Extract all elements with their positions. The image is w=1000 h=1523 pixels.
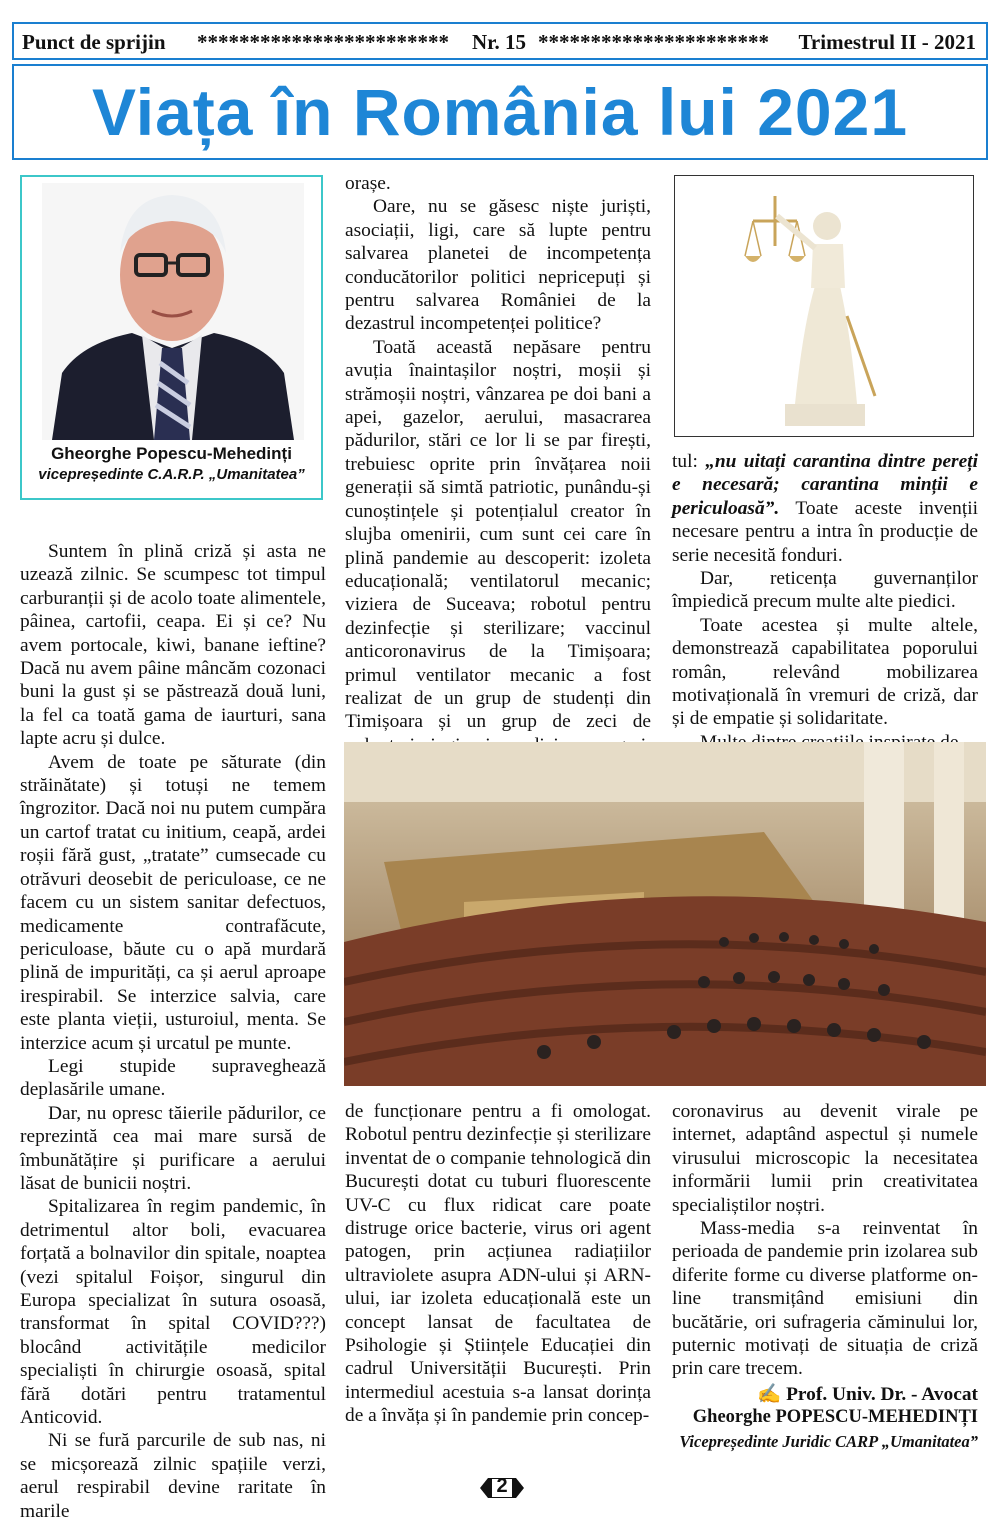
pen-icon: ✍	[757, 1383, 787, 1405]
author-portrait-frame	[20, 175, 323, 500]
signature-line-2: Gheorghe POPESCU-MEHEDINȚI	[692, 1407, 978, 1428]
signature-line-3: Vicepreședinte Juridic CARP „Umanitatea”	[679, 1431, 978, 1451]
paragraph: Oare, nu se găsesc niște juriști, asociații, ligi, care să lupte pentru salvarea planetei de incompetența conducătorilor politici nepricepuți și pentru salvarea României de la dezastrul incompetenței politice?	[345, 196, 651, 335]
header-bar	[12, 22, 988, 60]
paragraph: Dar, reticența guvernanților împiedică precum multe alte piedici.	[672, 568, 978, 613]
column-3-bottom	[672, 1100, 978, 1453]
header-stars-right: **********************	[538, 30, 769, 54]
justice-statue-image	[674, 175, 974, 437]
author-photo	[42, 183, 304, 440]
paragraph: Spitalizarea în regim pandemic, în detrimentul altor boli, evacuarea forțată a bolnavilor din spitale, noaptea (vezi spitalul Foișor, singurul din Europa specializat în sutura osoasă, transformat în spital COVID???) blocând activitățile medicilor specialiști în chirurgie osoasă, spital fără dotări pentru tratamentul Anticovid.	[20, 1196, 326, 1429]
paragraph: Mass-media s-a reinventat în perioada de pandemie prin izolarea sub diferite forme cu diverse platforme on-line transmițând emisiuni din bucătărie, ori sufrageria căminului lor, puternic motivați de situația de criză prin care trecem.	[672, 1218, 978, 1380]
page-number-badge	[480, 1476, 524, 1500]
paragraph	[672, 450, 978, 567]
paragraph: coronavirus au devenit virale pe internet, adaptând aspectul și numele virusului microscopic la necesitatea informării lumii prin creativitatea specialiștilor noștri.	[672, 1101, 978, 1216]
column-3-top	[672, 450, 978, 754]
author-role: vicepreședinte C.A.R.P. „Umanitatea”	[38, 466, 305, 483]
quote: „nu uitați carantina dintre pereți e necesară; carantina minții e periculoasă”.	[672, 451, 978, 519]
article-title-box	[12, 64, 988, 160]
paragraph: Toată această nepăsare pentru avuția înaintașilor noștri, moșii și strămoșii noștri, vânzarea pe doi bani a apei, gazelor, aerului, masacrarea pădurilor, stări ce lor li se par firești, trebuiesc oprite prin învățarea noii generații să simtă patriotic, punându-și cunoștințele și potențialul creator în slujba omenirii, cum sunt cei care în plină pandemie au descoperit: izoleta educațională; ventilatorul mecanic; viziera de Suceava; robotul pentru dezinfecție și sterilizare; vaccinul anticoronavirus de la Timișoara; primul ventilator mecanic a fost realizat de un grup de studenți din Timișoara și un grup de zeci de	[345, 336, 651, 733]
column-1	[20, 540, 326, 1523]
parliament-photo	[344, 742, 986, 1086]
paragraph: Toate acestea și multe altele, demonstrează capabilitatea poporului român, relevând mobilizarea motivațională în vremuri de criză, dar și de empatie și solidaritate.	[672, 614, 978, 730]
paragraph: Ni se fură parcurile de sub nas, ni se micșorează zilnic spațiile verzi, aerul respirabil devine raritate în marile	[20, 1430, 326, 1522]
issue-number: Nr. 15	[472, 30, 527, 54]
signature-line-1: ✍ Prof. Univ. Dr. - Avocat	[757, 1383, 978, 1405]
page-number: 2	[496, 1475, 508, 1497]
issue-period: Trimestrul II - 2021	[798, 30, 976, 54]
column-2-top	[345, 172, 651, 781]
paragraph: Dar, nu opresc tăierile pădurilor, ce reprezintă cea mai mare sursă de îmbunătățire și purificare a aerului lăsat de bunicii noștri.	[20, 1102, 326, 1194]
text-lead: tul:	[672, 451, 706, 472]
paragraph: Suntem în plină criză și asta ne uzează zilnic. Se scumpesc tot timpul carburanții și de acolo toate alimentele, pâinea, cartofii, ceapa. Ei și ce? Nu avem portocale, kiwi, banane ieftine? Dacă nu avem pâine mâncăm cozonaci buni la gust și se păstrează două luni, la fel ca toată gama de iaurturi, sana lapte acru și dulce.	[20, 541, 326, 750]
paragraph: Legi stupide supraveghează deplasările umane.	[20, 1055, 326, 1101]
article-title: Viața în România lui 2021	[91, 75, 909, 149]
publication-name: Punct de sprijin	[22, 30, 166, 54]
author-name: Gheorghe Popescu-Mehedinți	[51, 444, 292, 463]
paragraph: de funcționare pentru a fi omologat. Robotul pentru dezinfecție și sterilizare inventat de o companie tehnologică din București dotat cu tuburi fluorescente UV-C cu flux ridicat care poate distruge orice bacterie, virus ori agent patogen, prin acțiunea radiațiilor ultraviolete asupra ADN-ului și ARN-ului, iar izoleta educațională este un concept lansat de facultatea de Psihologie și Științele Educației din cadrul Universității București. Prin intermediul acestuia s-a lansat dorința de a învăța și în pandemie prin concep-	[345, 1101, 651, 1427]
header-stars-left: ************************	[197, 30, 449, 54]
text-rest: Toate aceste invenții necesare pentru a intra în producție de serie necesită fonduri.	[672, 497, 978, 566]
column-2-bottom	[345, 1100, 651, 1428]
signature-block	[672, 1383, 978, 1453]
paragraph: Avem de toate pe săturate (din străinătate) și totuși ne temem îngrozitor. Dacă noi nu putem cumpăra un cartof tratat cu initium, ceapă, ardei roșii fără gust, „tratate” cumsecade cu otrăvuri deosebit de periculoase, ce ne facem cu un sistem sanitar defectuos, medicamente contrafăcute, periculoase, băute cu o apă murdară plină de impurități, ca și aerul aproape irespirabil. Se interzice salvia, care este planta vieții, usturoiul, menta. Se interzice acum și urcatul pe munte.	[20, 751, 326, 1054]
paragraph: orașe.	[345, 173, 391, 194]
